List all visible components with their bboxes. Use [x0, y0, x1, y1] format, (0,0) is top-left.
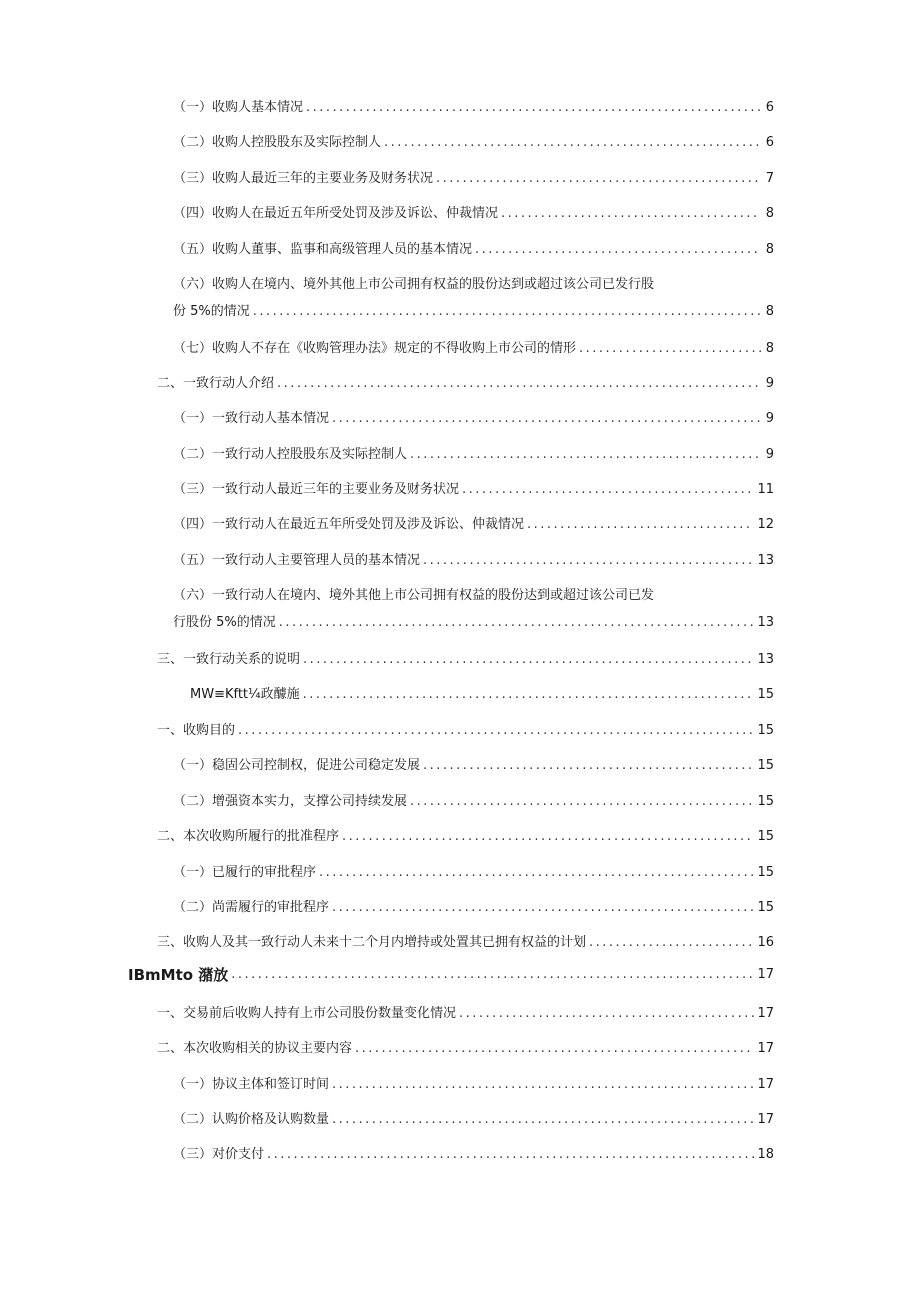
toc-leader-dots [579, 340, 761, 358]
toc-entry[interactable] [173, 1076, 774, 1094]
toc-entry-page: 9 [765, 447, 774, 462]
toc-entry-label: （一）协议主体和签订时间 [173, 1077, 330, 1092]
toc-entry-label: 二、本次收购所履行的批准程序 [157, 829, 340, 844]
toc-entry-label: 三、一致行动关系的说明 [157, 652, 301, 667]
toc-entry-page: 13 [757, 615, 774, 630]
toc-entry-label: （五）一致行动人主要管理人员的基本情况 [173, 553, 421, 568]
toc-leader-dots [303, 686, 755, 704]
toc-entry-label: MW≡Kftt¼政醵施 [190, 687, 300, 702]
toc-entry[interactable] [173, 552, 774, 570]
toc-entry-page: 9 [765, 411, 774, 426]
toc-entry[interactable] [173, 516, 774, 534]
toc-entry-page: 16 [757, 935, 774, 950]
toc-entry-page: 11 [757, 482, 774, 497]
toc-entry-page: 8 [765, 304, 774, 319]
toc-leader-dots [279, 614, 755, 632]
toc-entry[interactable] [157, 828, 774, 846]
toc-entry[interactable] [173, 134, 774, 152]
toc-leader-dots [475, 241, 761, 259]
toc-entry-label: （一）收购人基本情况 [173, 100, 304, 115]
toc-entry-label: 二、本次收购相关的协议主要内容 [157, 1041, 353, 1056]
toc-entry-page: 6 [765, 100, 774, 115]
toc-chapter-entry[interactable] [128, 966, 774, 984]
toc-entry-page: 18 [757, 1147, 774, 1162]
toc-entry-page: 13 [757, 652, 774, 667]
toc-leader-dots [332, 410, 761, 428]
toc-entry[interactable] [173, 276, 774, 321]
toc-leader-dots [384, 134, 761, 152]
toc-entry[interactable] [190, 686, 774, 704]
toc-entry[interactable] [173, 99, 774, 117]
toc-entry-page: 15 [757, 865, 774, 880]
toc-entry-label: （三）收购人最近三年的主要业务及财务状况 [173, 171, 434, 186]
toc-leader-dots [462, 481, 754, 499]
toc-entry[interactable] [173, 757, 774, 775]
toc-entry-label: 三、收购人及其一致行动人未来十二个月内增持或处置其已拥有权益的计划 [157, 935, 587, 950]
toc-entry-page: 17 [757, 967, 774, 982]
toc-leader-dots [410, 446, 761, 464]
toc-leader-dots [277, 375, 761, 393]
toc-entry-page: 15 [757, 794, 774, 809]
toc-entry-label: （三）对价支付 [173, 1147, 265, 1162]
toc-entry-page: 15 [757, 900, 774, 915]
toc-entry-page: 15 [757, 758, 774, 773]
toc-entry-label: （二）增强资本实力，支撑公司持续发展 [173, 794, 408, 809]
toc-entry[interactable] [173, 410, 774, 428]
toc-leader-dots [332, 1111, 754, 1129]
toc-entry[interactable] [157, 375, 774, 393]
toc-entry[interactable] [157, 651, 774, 669]
toc-entry-label: （四）收购人在最近五年所受处罚及涉及诉讼、仲裁情况 [173, 206, 499, 221]
toc-leader-dots [589, 934, 754, 952]
toc-leader-dots [423, 757, 754, 775]
toc-entry-page: 6 [765, 135, 774, 150]
toc-entry-label: （一）已履行的审批程序 [173, 865, 317, 880]
toc-entry-page: 8 [765, 242, 774, 257]
toc-entry-page: 15 [757, 687, 774, 702]
toc-entry-label: （七）收购人不存在《收购管理办法》规定的不得收购上市公司的情形 [173, 341, 577, 356]
toc-entry-label: （四）一致行动人在最近五年所受处罚及涉及诉讼、仲裁情况 [173, 517, 525, 532]
toc-entry[interactable] [157, 934, 774, 952]
toc-entry[interactable] [173, 205, 774, 223]
toc-leader-dots [355, 1040, 754, 1058]
toc-entry-label-line2: 行股份 5%的情况 [173, 615, 276, 630]
toc-leader-dots [332, 899, 754, 917]
toc-entry-page: 8 [765, 206, 774, 221]
toc-entry-page: 17 [757, 1112, 774, 1127]
toc-leader-dots [306, 99, 761, 117]
toc-leader-dots [527, 516, 754, 534]
toc-entry-page: 17 [757, 1041, 774, 1056]
toc-entry-label-line2: 份 5%的情况 [173, 304, 250, 319]
toc-entry-page: 17 [757, 1006, 774, 1021]
toc-leader-dots [410, 793, 754, 811]
toc-entry[interactable] [173, 864, 774, 882]
toc-entry[interactable] [173, 340, 774, 358]
toc-entry-page: 12 [757, 517, 774, 532]
toc-entry[interactable] [173, 1146, 774, 1164]
toc-entry[interactable] [173, 481, 774, 499]
toc-entry-page: 15 [757, 723, 774, 738]
toc-entry-page: 7 [765, 171, 774, 186]
toc-leader-dots [267, 1146, 754, 1164]
toc-entry[interactable] [173, 793, 774, 811]
toc-entry-label: 一、收购目的 [157, 723, 236, 738]
toc-entry-label: 二、一致行动人介绍 [157, 376, 275, 391]
toc-entry-page: 17 [757, 1077, 774, 1092]
toc-entry-label: （三）一致行动人最近三年的主要业务及财务状况 [173, 482, 460, 497]
toc-entry-label: IBmMto 潴放 [128, 966, 229, 984]
toc-entry[interactable] [173, 587, 774, 632]
toc-leader-dots [332, 1076, 754, 1094]
toc-leader-dots [423, 552, 754, 570]
toc-leader-dots [436, 170, 761, 188]
toc-entry[interactable] [173, 170, 774, 188]
toc-entry[interactable] [173, 899, 774, 917]
toc-leader-dots [253, 303, 761, 321]
toc-entry[interactable] [157, 1040, 774, 1058]
toc-entry-label: （二）一致行动人控股股东及实际控制人 [173, 447, 408, 462]
toc-entry-label-line1: （六）一致行动人在境内、境外其他上市公司拥有权益的股份达到或超过该公司已发 [173, 588, 655, 603]
toc-entry-label: （二）收购人控股股东及实际控制人 [173, 135, 382, 150]
toc-entry-label: 一、交易前后收购人持有上市公司股份数量变化情况 [157, 1006, 457, 1021]
toc-leader-dots [501, 205, 761, 223]
toc-entry[interactable] [173, 446, 774, 464]
toc-entry-label: （五）收购人董事、监事和高级管理人员的基本情况 [173, 242, 473, 257]
toc-leader-dots [238, 722, 754, 740]
toc-leader-dots [319, 864, 754, 882]
toc-entry-page: 8 [765, 341, 774, 356]
toc-leader-dots [303, 651, 754, 669]
toc-entry[interactable] [173, 1111, 774, 1129]
toc-entry[interactable] [157, 722, 774, 740]
toc-entry[interactable] [173, 241, 774, 259]
toc-entry-label: （二）尚需履行的审批程序 [173, 900, 330, 915]
toc-entry[interactable] [157, 1005, 774, 1023]
toc-leader-dots [231, 966, 754, 984]
toc-entry-label: （一）稳固公司控制权，促进公司稳定发展 [173, 758, 421, 773]
toc-entry-label-line1: （六）收购人在境内、境外其他上市公司拥有权益的股份达到或超过该公司已发行股 [173, 277, 655, 292]
toc-leader-dots [342, 828, 754, 846]
toc-entry-label: （二）认购价格及认购数量 [173, 1112, 330, 1127]
toc-entry-label: （一）一致行动人基本情况 [173, 411, 330, 426]
toc-leader-dots [459, 1005, 754, 1023]
toc-entry-page: 9 [765, 376, 774, 391]
toc-entry-page: 13 [757, 553, 774, 568]
toc-entry-page: 15 [757, 829, 774, 844]
